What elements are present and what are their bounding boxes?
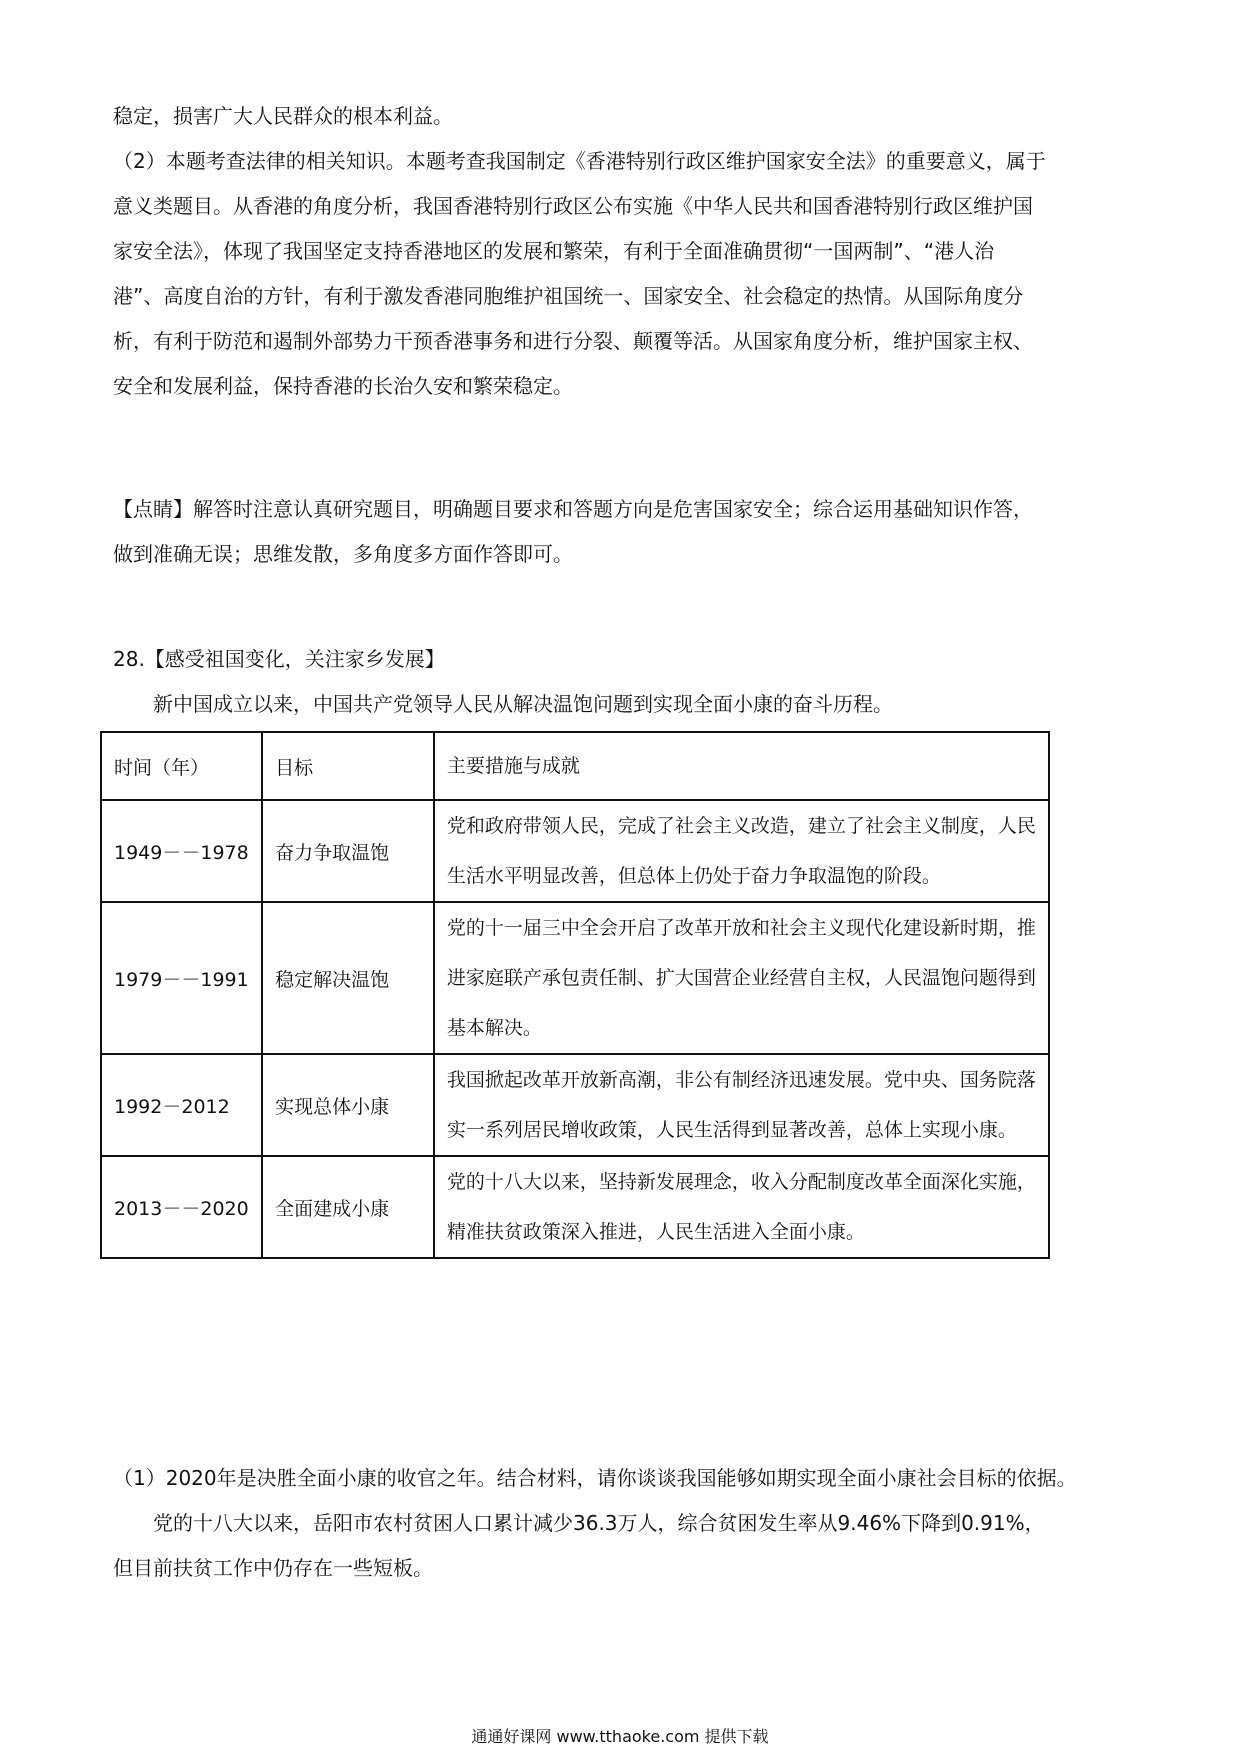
text-line: 安全和发展利益，保持香港的长治久安和繁荣稳定。 bbox=[113, 374, 573, 398]
text-line: 析，有利于防范和遏制外部势力干预香港事务和进行分裂、颠覆等活。从国家角度分析，维护国家主权、 bbox=[113, 329, 1033, 353]
cell-detail: 党和政府带领人民，完成了社会主义改造，建立了社会主义制度，人民生活水平明显改善，但总体上仍处于奋力争取温饱的阶段。 bbox=[434, 800, 1049, 902]
sub-question-block bbox=[113, 1456, 1133, 1591]
sub-question-1: （1）2020年是决胜全面小康的收官之年。结合材料，请你谈谈我国能够如期实现全面小康社会目标的依据。 bbox=[113, 1466, 1077, 1490]
table-header-row bbox=[101, 732, 1049, 800]
header-goal: 目标 bbox=[262, 732, 434, 800]
cell-goal: 实现总体小康 bbox=[262, 1054, 434, 1156]
text-line: （2）本题考查法律的相关知识。本题考查我国制定《香港特别行政区维护国家安全法》的重要意义，属于 bbox=[113, 149, 1046, 173]
table-row bbox=[101, 1054, 1049, 1156]
table-row bbox=[101, 800, 1049, 902]
cell-detail: 党的十八大以来，坚持新发展理念，收入分配制度改革全面深化实施，精准扶贫政策深入推进，人民生活进入全面小康。 bbox=[434, 1156, 1049, 1258]
cell-goal: 全面建成小康 bbox=[262, 1156, 434, 1258]
answer-paragraph bbox=[113, 94, 1133, 409]
header-detail: 主要措施与成就 bbox=[434, 732, 1049, 800]
history-table bbox=[100, 731, 1050, 1259]
text-line: 【点睛】解答时注意认真研究题目，明确题目要求和答题方向是危害国家安全；综合运用基础知识作答， bbox=[113, 497, 1033, 521]
question-title: 28.【感受祖国变化，关注家乡发展】 bbox=[113, 647, 445, 671]
cell-detail: 我国掀起改革开放新高潮，非公有制经济迅速发展。党中央、国务院落实一系列居民增收政策，人民生活得到显著改善，总体上实现小康。 bbox=[434, 1054, 1049, 1156]
tip-paragraph bbox=[113, 487, 1133, 577]
page-footer: 通通好课网 www.tthaoke.com 提供下载 bbox=[471, 1727, 769, 1746]
cell-detail: 党的十一届三中全会开启了改革开放和社会主义现代化建设新时期，推进家庭联产承包责任制、扩大国营企业经营自主权，人民温饱问题得到基本解决。 bbox=[434, 902, 1049, 1054]
cell-period: 1949－－1978 bbox=[101, 800, 262, 902]
table-row bbox=[101, 902, 1049, 1054]
material-line: 但目前扶贫工作中仍存在一些短板。 bbox=[113, 1556, 433, 1580]
question-lead: 新中国成立以来，中国共产党领导人民从解决温饱问题到实现全面小康的奋斗历程。 bbox=[153, 692, 893, 716]
cell-goal: 奋力争取温饱 bbox=[262, 800, 434, 902]
cell-goal: 稳定解决温饱 bbox=[262, 902, 434, 1054]
text-line: 稳定，损害广大人民群众的根本利益。 bbox=[113, 104, 453, 128]
cell-period: 2013－－2020 bbox=[101, 1156, 262, 1258]
header-period: 时间（年） bbox=[101, 732, 262, 800]
text-line: 港”、高度自治的方针，有利于激发香港同胞维护祖国统一、国家安全、社会稳定的热情。从国际角度分 bbox=[113, 284, 1024, 308]
cell-period: 1992－2012 bbox=[101, 1054, 262, 1156]
material-line: 党的十八大以来，岳阳市农村贫困人口累计减少36.3万人，综合贫困发生率从9.46%下降到0.91%， bbox=[153, 1511, 1045, 1535]
text-line: 做到准确无误；思维发散，多角度多方面作答即可。 bbox=[113, 542, 573, 566]
table-row bbox=[101, 1156, 1049, 1258]
text-line: 家安全法》，体现了我国坚定支持香港地区的发展和繁荣，有利于全面准确贯彻“一国两制”、“港人治 bbox=[113, 239, 995, 263]
text-line: 意义类题目。从香港的角度分析，我国香港特别行政区公布实施《中华人民共和国香港特别行政区维护国 bbox=[113, 194, 1033, 218]
question-heading-block bbox=[113, 637, 1133, 727]
cell-period: 1979－－1991 bbox=[101, 902, 262, 1054]
